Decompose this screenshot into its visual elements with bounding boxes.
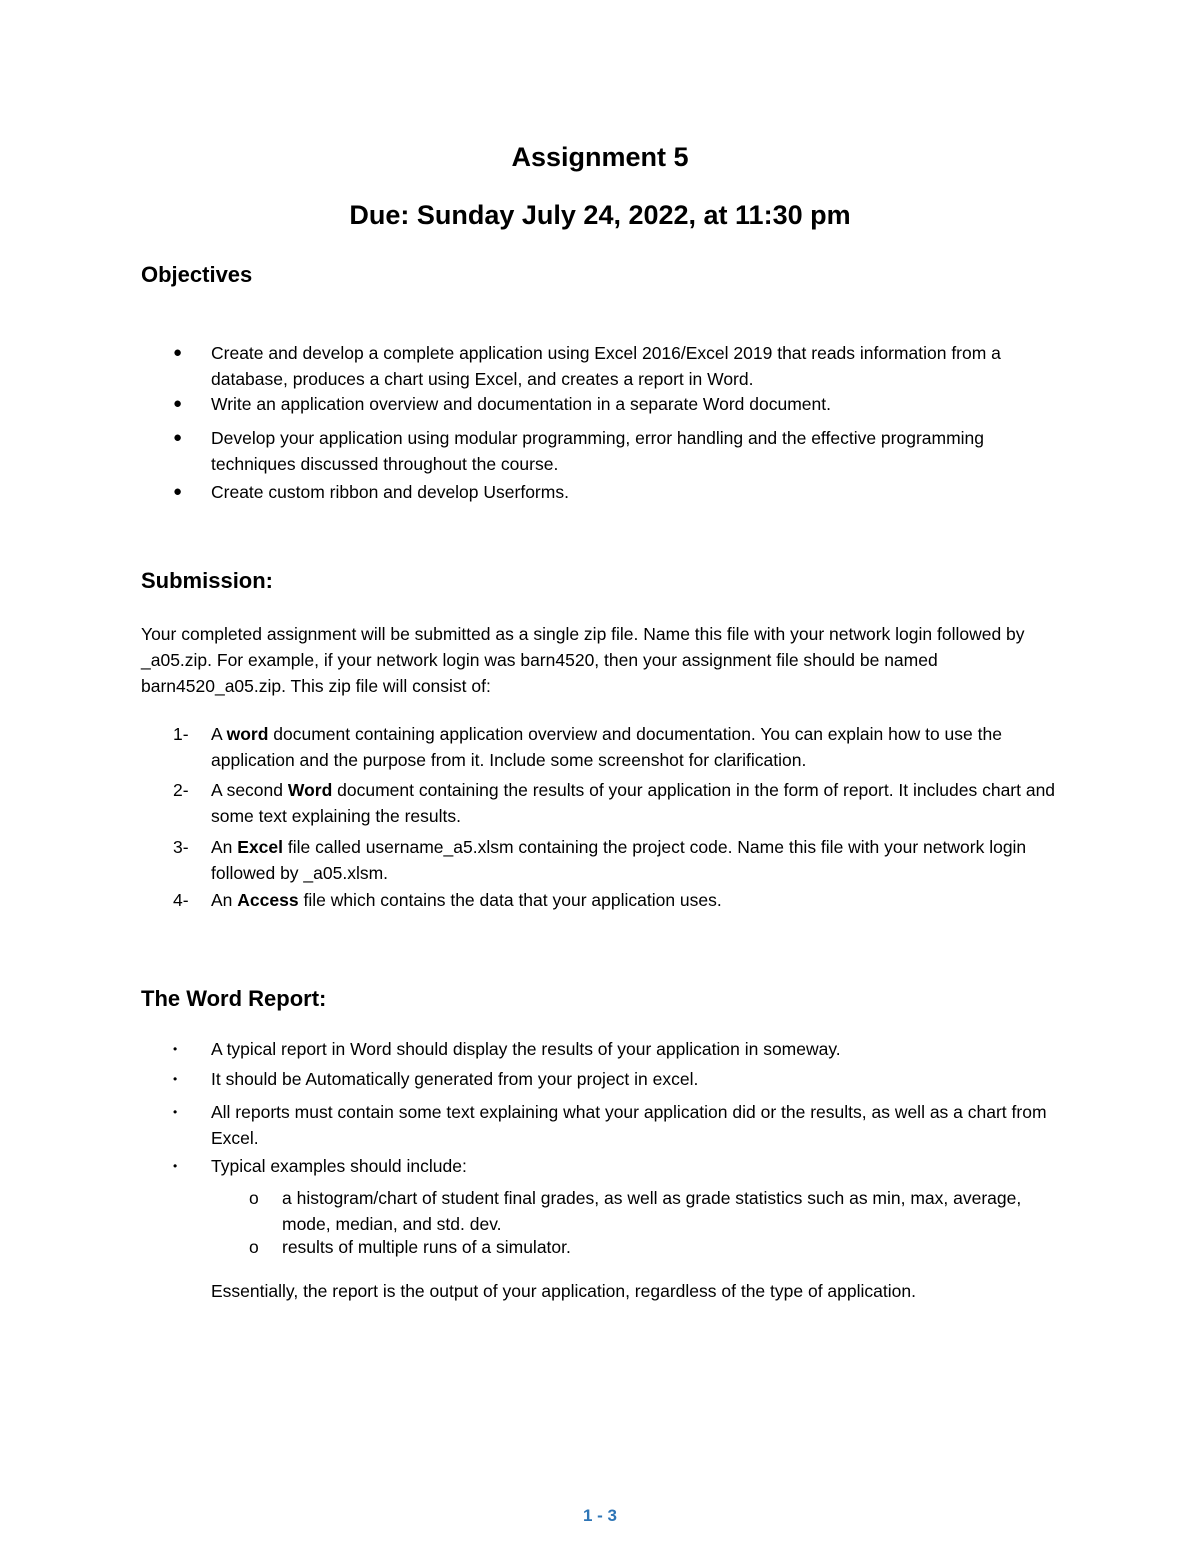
list-number: 4- [173, 890, 189, 910]
submission-heading: Submission: [141, 568, 274, 593]
submission-intro: Your completed assignment will be submitted as a single zip file. Name this file with your network login followed by _a05.zip. For example, if your network login was barn4520, then your assignment file should be named barn4520_a05.zip. This zip file will consist of: [141, 624, 1025, 696]
submission-text: An Access file which contains the data that your application uses. [211, 890, 722, 910]
objective-item [141, 340, 1061, 392]
bullet-icon: • [173, 1159, 178, 1173]
objective-item [141, 479, 1061, 505]
bullet-icon: • [173, 1042, 178, 1056]
due-date: Due: Sunday July 24, 2022, at 11:30 pm [349, 200, 851, 230]
bullet-icon: ● [173, 395, 183, 412]
report-subitem [141, 1185, 1061, 1237]
page-number: 1 - 3 [582, 1506, 618, 1525]
report-text: It should be Automatically generated from your project in excel. [211, 1069, 699, 1089]
objective-text: Create and develop a complete application using Excel 2016/Excel 2019 that reads information from a database, produces a chart using Excel, and creates a report in Word. [211, 343, 1001, 389]
report-text: A typical report in Word should display the results of your application in someway. [211, 1039, 841, 1059]
list-number: 2- [173, 780, 189, 800]
bullet-icon: ● [173, 483, 183, 500]
report-item [141, 1036, 1061, 1062]
bullet-icon: ● [173, 429, 183, 446]
report-item [141, 1066, 1061, 1092]
report-text: All reports must contain some text explaining what your application did or the results, as well as a chart from Excel. [211, 1102, 1047, 1148]
submission-item [141, 887, 1061, 913]
document-title: Assignment 5 [511, 142, 689, 172]
objective-item [141, 391, 1061, 417]
submission-item [141, 777, 1061, 829]
submission-text: An Excel file called username_a5.xlsm containing the project code. Name this file with your network login followed by _a05.xlsm. [211, 837, 1027, 883]
report-subitem [141, 1234, 1061, 1260]
list-number: 3- [173, 837, 189, 857]
circle-bullet-icon: o [249, 1237, 259, 1257]
bullet-icon: ● [173, 344, 183, 361]
report-subitem-text: a histogram/chart of student final grades, as well as grade statistics such as min, max, average, mode, median, and std. dev. [282, 1188, 1022, 1234]
objective-text: Create custom ribbon and develop Userforms. [211, 482, 569, 502]
submission-text: A second Word document containing the results of your application in the form of report. It includes chart and some text explaining the results. [211, 780, 1056, 826]
objective-text: Develop your application using modular programming, error handling and the effective programming techniques discussed throughout the course. [211, 428, 985, 474]
objective-text: Write an application overview and documentation in a separate Word document. [211, 394, 831, 414]
report-subitem-text: results of multiple runs of a simulator. [282, 1237, 571, 1257]
submission-text: A word document containing application overview and documentation. You can explain how to use the application and the purpose from it. Include some screenshot for clarification. [211, 724, 1002, 770]
objectives-heading: Objectives [141, 262, 253, 287]
circle-bullet-icon: o [249, 1188, 259, 1208]
bullet-icon: • [173, 1105, 178, 1119]
report-item [141, 1099, 1061, 1151]
bullet-icon: • [173, 1072, 178, 1086]
objective-item [141, 425, 1061, 477]
report-conclusion: Essentially, the report is the output of your application, regardless of the type of application. [211, 1281, 916, 1301]
word-report-heading: The Word Report: [141, 986, 327, 1011]
list-number: 1- [173, 724, 189, 744]
submission-item [141, 834, 1061, 886]
submission-item [141, 721, 1061, 773]
report-item [141, 1153, 1061, 1179]
report-text: Typical examples should include: [211, 1156, 467, 1176]
